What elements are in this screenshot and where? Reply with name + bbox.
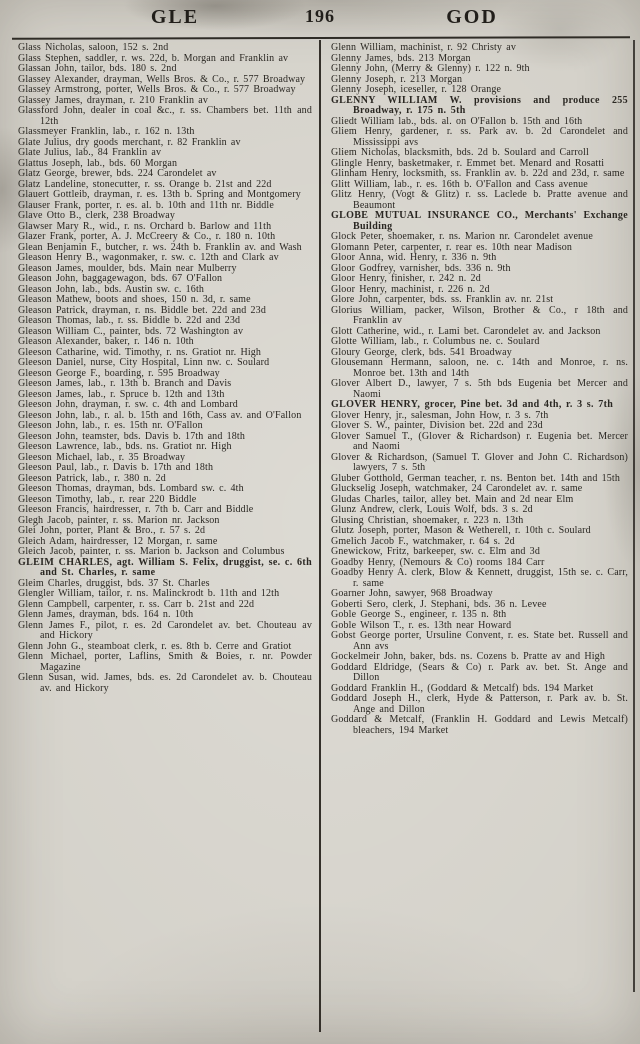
directory-entry: Glate Julius, lab., 84 Franklin av — [18, 147, 162, 158]
directory-entry: Goddard & Metcalf, (Franklin H. Goddard and Lewis Metcalf) bleachers, 194 Market — [331, 714, 628, 736]
directory-entry: Gleason Henry B., wagonmaker, r. sw. c. 12th and Clark av — [18, 252, 279, 263]
directory-entry: Glusing Christian, shoemaker, r. 223 n. 13th — [331, 514, 524, 526]
directory-entry: Glatz Landeline, stonecutter, r. ss. Orange b. 21st and 22d — [18, 178, 272, 190]
directory-entry: Gleeson John, lab., r. al. b. 15th and 16th, Cass av. and O'Fallon — [18, 409, 302, 421]
directory-entry: Glenn James, drayman, bds. 164 n. 10th — [18, 609, 194, 620]
directory-entry: Glassey Armstrong, porter, Wells Bros. & Co., r. 577 Broadway — [18, 84, 296, 95]
directory-entry: Gleeson John, drayman, r. sw. c. 4th and Lombard — [18, 399, 238, 410]
directory-entry: Glenn Susan, wid. James, bds. es. 2d Carondelet av. b. Chouteau av. and Hickory — [18, 672, 312, 694]
directory-entry: Glinham Henry, locksmith, ss. Franklin av. b. 22d and 23d, r. same — [331, 168, 625, 179]
directory-entry: Glenn James F., pilot, r. es. 2d Carondelet av. bet. Chouteau av and Hickory — [18, 619, 312, 641]
page-number: 196 — [305, 6, 335, 26]
directory-entry: Goble Wilson T., r. es. 13th near Howard — [331, 619, 512, 631]
directory-entry: Glei John, porter, Plant & Bro., r. 57 s. 2d — [18, 525, 206, 536]
directory-entry: Gleason John, baggagewagon, bds. 67 O'Fallon — [18, 273, 223, 284]
directory-entry: Glean Benjamin F., butcher, r. ws. 24th b. Franklin av. and Wash — [18, 241, 302, 253]
directory-entry: Glauser Frank, porter, r. es. al. b. 10th and 11th nr. Biddle — [18, 199, 274, 211]
directory-entry: Glassford John, dealer in coal &c., r. ss. Chambers bet. 11th and 12th — [18, 105, 312, 127]
directory-entry: Goble George S., engineer, r. 135 n. 8th — [331, 609, 507, 620]
directory-entry: GLOVER HENRY, grocer, Pine bet. 3d and 4th, r. 3 s. 7th — [331, 399, 614, 410]
header-right-guide: GOD — [446, 6, 498, 28]
directory-entry: Goadby Henry A. clerk, Blow & Kennett, druggist, 15th se. c. Carr, r. same — [331, 567, 628, 589]
directory-entry: Glotte William, lab., r. Columbus ne. c. Soulard — [331, 336, 540, 347]
directory-entry: Gleeson John, teamster, bds. Davis b. 17th and 18th — [18, 430, 245, 442]
directory-entry: Gleeson Catharine, wid. Timothy, r. ns. Gratiot nr. High — [18, 346, 262, 358]
directory-entry: Gleason William C., painter, bds. 72 Washington av — [18, 325, 244, 337]
directory-entry: Glattus Joseph, lab., bds. 60 Morgan — [18, 157, 178, 169]
directory-entry: Gleim Charles, druggist, bds. 37 St. Charles — [18, 577, 210, 589]
header-rule — [12, 36, 630, 40]
directory-entry: Glegh Jacob, painter, r. ss. Marion nr. Jackson — [18, 514, 220, 526]
directory-entry: Glingle Henry, basketmaker, r. Emmet bet. Menard and Rosatti — [331, 157, 605, 169]
directory-entry: Glover Samuel T., (Glover & Richardson) r. Eugenia bet. Mercer and Naomi — [331, 430, 628, 452]
directory-entry: Glock Peter, shoemaker, r. ns. Marion nr. Carondelet avenue — [331, 231, 593, 242]
directory-entry: Glomann Peter, carpenter, r. rear es. 10th near Madison — [331, 241, 573, 253]
directory-entry: Glover Albert D., lawyer, 7 s. 5th bds Eugenia bet Mercer and Naomi — [331, 378, 628, 400]
directory-entry: Glenny Joseph, r. 213 Morgan — [331, 73, 463, 85]
directory-entry: Glassey Alexander, drayman, Wells Bros. & Co., r. 577 Broadway — [18, 73, 306, 85]
directory-entry: Gliem Henry, gardener, r. ss. Park av. b. 2d Carondelet and Mississippi avs — [331, 126, 628, 148]
directory-entry: Gleeson Michael, lab., r. 35 Broadway — [18, 451, 186, 463]
directory-entry: Gleeson James, lab., r. Spruce b. 12th and 13th — [18, 388, 225, 400]
directory-entry: GLEIM CHARLES, agt. William S. Felix, druggist, se. c. 6th and St. Charles, r. same — [18, 556, 312, 578]
directory-entry: Glott Catherine, wid., r. Lami bet. Carondelet av. and Jackson — [331, 325, 601, 337]
directory-entry: Gleeson Patrick, lab., r. 380 n. 2d — [18, 472, 166, 484]
directory-entry: Glassan John, tailor, bds. 180 s. 2nd — [18, 63, 177, 74]
directory-entry: Gleeson Timothy, lab., r. rear 220 Biddle — [18, 493, 197, 505]
directory-entry: Glenn Campbell, carpenter, r. ss. Carr b. 21st and 22d — [18, 598, 255, 610]
directory-entry: Glauert Gottleib, drayman, r. es. 13th b. Spring and Montgomery — [18, 189, 301, 200]
directory-entry: Glenn John G., steamboat clerk, r. es. 8th b. Cerre and Gratiot — [18, 640, 292, 652]
directory-entry: Glengler William, tailor, r. ns. Malinckrodt b. 11th and 12th — [18, 588, 280, 599]
directory-entry: Goarner John, sawyer, 968 Broadway — [331, 588, 493, 599]
directory-entry: Gleeson Lawrence, lab., bds. ns. Gratiot nr. High — [18, 441, 232, 452]
directory-entry: Glenny James, bds. 213 Morgan — [331, 52, 471, 64]
directory-entry: Gleich Adam, hairdresser, 12 Morgan, r. same — [18, 535, 218, 547]
directory-entry: Gliem Nicholas, blacksmith, bds. 2d b. Soulard and Carroll — [331, 147, 589, 158]
directory-entry: Gloor Henry, finisher, r. 242 n. 2d — [331, 273, 481, 284]
directory-entry: Gleason Alexander, baker, r. 146 n. 10th — [18, 336, 194, 347]
directory-entry: Goberti Sero, clerk, J. Stephani, bds. 36 n. Levee — [331, 598, 547, 610]
directory-entry: Gleeson Thomas, drayman, bds. Lombard sw. c. 4th — [18, 483, 244, 494]
directory-entry: Gleason Thomas, lab., r. ss. Biddle b. 22d and 23d — [18, 315, 241, 326]
directory-entry: Goddard Franklin H., (Goddard & Metcalf) bds. 194 Market — [331, 682, 594, 694]
directory-entry: Gleason Mathew, boots and shoes, 150 n. 3d, r. same — [18, 294, 251, 305]
directory-entry: Glover S. W., painter, Division bet. 22d and 23d — [331, 420, 543, 431]
directory-entry: Glenn William, machinist, r. 92 Christy av — [331, 43, 516, 53]
directory-entry: Gobst George porter, Ursuline Convent, r. es. State bet. Russell and Ann avs — [331, 630, 628, 652]
directory-entry: Gnewickow, Fritz, barkeeper, sw. c. Elm and 3d — [331, 546, 540, 557]
directory-entry: Gluber Gotthold, German teacher, r. ns. Benton bet. 14th and 15th — [331, 472, 621, 484]
directory-entry: Glorius William, packer, Wilson, Brother & Co., r 18th and Franklin av — [331, 304, 628, 326]
directory-entry: Glenny John, (Merry & Glenny) r. 122 n. 9th — [331, 63, 530, 74]
directory-entry: Gleeson Francis, hairdresser, r. 7th b. Carr and Biddle — [18, 504, 254, 515]
directory-entry: Gmelich Jacob F., watchmaker, r. 64 s. 2d — [331, 535, 515, 547]
directory-entry: Gloor Godfrey, varnisher, bds. 336 n. 9th — [331, 262, 511, 274]
directory-entry: Glousemann Hermann, saloon, ne. c. 14th and Monroe, r. ns. Monroe bet. 13th and 14th — [331, 357, 628, 379]
directory-entry: GLOBE MUTUAL INSURANCE CO., Merchants' Exchange Building — [331, 210, 628, 232]
header-left-guide: GLE — [150, 6, 200, 28]
directory-entry: GLENNY WILLIAM W. provisions and produce 255 Broadway, r. 175 n. 5th — [331, 94, 628, 116]
directory-entry: Glass Nicholas, saloon, 152 s. 2nd — [18, 43, 169, 53]
directory-entry: Gliedt William lab., bds. al. on O'Fallon b. 15th and 16th — [331, 115, 583, 127]
directory-entry: Gockelmeir John, baker, bds. ns. Cozens b. Pratte av and High — [331, 651, 605, 662]
directory-entry: Gleich Jacob, painter, r. ss. Marion b. Jackson and Columbus — [18, 546, 285, 557]
directory-entry: Glenny Joseph, iceseller, r. 128 Orange — [331, 84, 502, 95]
directory-entry: Glassmeyer Franklin, lab., r. 162 n. 13th — [18, 126, 195, 137]
directory-entry: Gloor Henry, machinist, r. 226 n. 2d — [331, 283, 490, 295]
directory-entry: Gleason James, moulder, bds. Main near Mulberry — [18, 262, 237, 274]
directory-entry: Gludas Charles, tailor, alley bet. Main and 2d near Elm — [331, 493, 574, 505]
directory-entry: Gloor Anna, wid. Henry, r. 336 n. 9th — [331, 252, 497, 263]
column-divider — [319, 40, 321, 1032]
directory-entry: Glore John, carpenter, bds. ss. Franklin av. nr. 21st — [331, 294, 554, 305]
directory-entry: Glawser Mary R., wid., r. ns. Orchard b. Barlow and 11th — [18, 220, 272, 232]
directory-entry: Gloury George, clerk, bds. 541 Broadway — [331, 346, 512, 358]
directory-entry: Glenn Michael, porter, Laflins, Smith & Boies, r. nr. Powder Magazine — [18, 651, 312, 673]
directory-entry: Gleeson John, lab., r. es. 15th nr. O'Fallon — [18, 420, 203, 431]
directory-entry: Glazer Frank, porter, A. J. McCreery & Co., r. 180 n. 10th — [18, 231, 276, 242]
directory-entry: Gleason Patrick, drayman, r. ns. Biddle bet. 22d and 23d — [18, 304, 266, 316]
directory-entry: Glover & Richardson, (Samuel T. Glover and John C. Richardson) lawyers, 7 s. 5th — [331, 451, 628, 473]
directory-entry: Glitt William, lab., r. es. 16th b. O'Fallon and Cass avenue — [331, 178, 588, 190]
left-column — [18, 43, 312, 1043]
directory-entry: Glatz George, brewer, bds. 224 Carondelet av — [18, 168, 217, 179]
directory-entry: Glutz Joseph, porter, Mason & Wetherell, r. 10th c. Soulard — [331, 525, 591, 536]
directory-entry: Glitz Henry, (Vogt & Glitz) r. ss. Laclede b. Pratte avenue and Beaumont — [331, 189, 628, 211]
directory-entry: Glunz Andrew, clerk, Louis Wolf, bds. 3 s. 2d — [331, 504, 533, 515]
directory-entry: Gluckselig Joseph, watchmaker, 24 Carondelet av. r. same — [331, 483, 583, 494]
directory-entry: Glass Stephen, saddler, r. ws. 22d, b. Morgan and Franklin av — [18, 52, 289, 64]
directory-entry: Gleeson Daniel, nurse, City Hospital, Linn nw. c. Soulard — [18, 357, 270, 368]
directory-entry: Goadby Henry, (Nemours & Co) rooms 184 Carr — [331, 556, 545, 568]
directory-entry: Glassey James, drayman, r. 210 Franklin av — [18, 94, 208, 106]
directory-entry: Glave Otto B., clerk, 238 Broadway — [18, 210, 176, 221]
directory-entry: Gleason John, lab., bds. Austin sw. c. 16th — [18, 283, 205, 295]
directory-entry: Gleeson George F., boarding, r. 595 Broadway — [18, 367, 220, 379]
directory-entry: Glate Julius, dry goods merchant, r. 82 Franklin av — [18, 136, 241, 148]
directory-entry: Gleeson James, lab., r. 13th b. Branch and Davis — [18, 378, 232, 389]
directory-entry: Goddard Joseph H., clerk, Hyde & Patterson, r. Park av. b. St. Ange and Dillon — [331, 693, 628, 715]
directory-entry: Goddard Eldridge, (Sears & Co) r. Park av. bet. St. Ange and Dillon — [331, 661, 628, 683]
page-edge-line — [633, 40, 635, 992]
right-column — [331, 43, 628, 1043]
directory-entry: Glover Henry, jr., salesman, John How, r. 3 s. 7th — [331, 409, 549, 421]
page-header — [0, 6, 640, 36]
directory-entry: Gleeson Paul, lab., r. Davis b. 17th and 18th — [18, 462, 214, 473]
